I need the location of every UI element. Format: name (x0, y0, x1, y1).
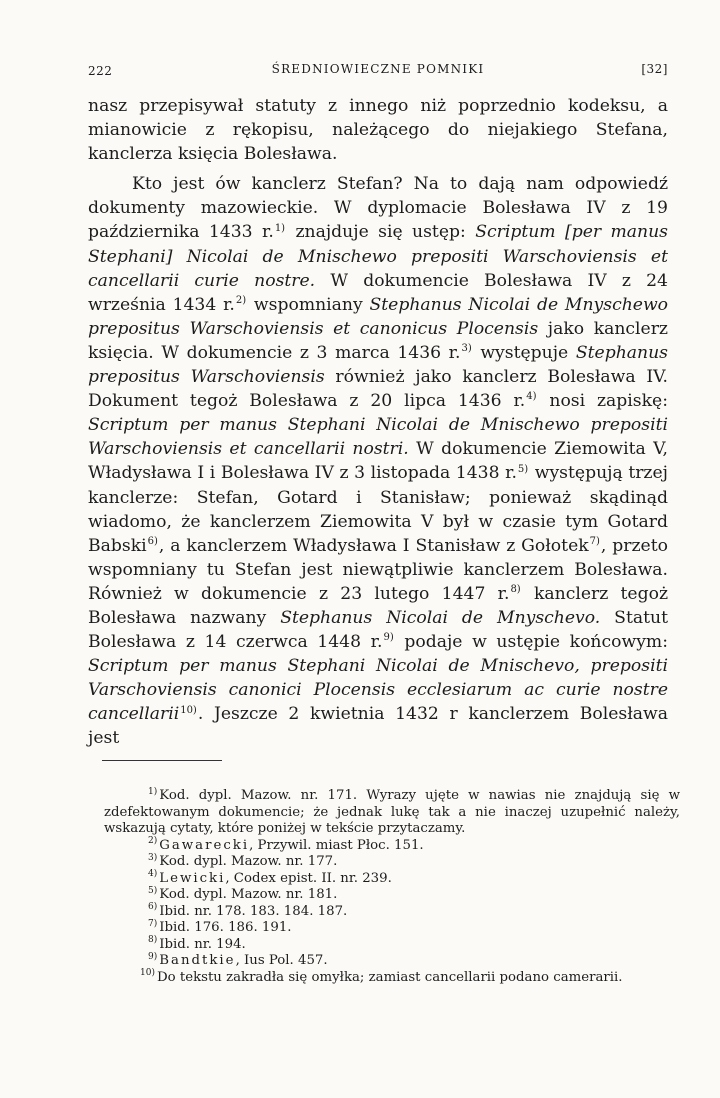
page-header (88, 60, 668, 82)
footnote-marker: 8) (148, 935, 158, 946)
footnote-2 (104, 838, 680, 855)
author-name: Gawarecki (159, 837, 250, 853)
footnote-ref-5: 5) (517, 463, 529, 475)
paragraph-2 (88, 172, 668, 750)
latin-quote-6: Scriptum per manus Stephani Nicolai de Mnischevo, prepositi Varschoviensis canonici Plocensis ecclesiarum ac curie nostre cancellarii (88, 656, 668, 725)
footnote-marker: 4) (148, 869, 158, 880)
latin-quote-5: Stephanus Nicolai de Mnyschevo. (280, 607, 601, 628)
footnote-marker: 10) (140, 968, 155, 979)
footnote-9 (104, 953, 680, 970)
footnote-text: Ibid. nr. 194. (159, 936, 246, 952)
footnote-ref-7: 7) (589, 535, 600, 547)
footnote-8 (104, 937, 680, 954)
footnote-6 (104, 904, 680, 921)
text-run: W dokumencie Ziemowita V, Władysława I i Bolesława IV z 3 listopada 1438 r. (88, 439, 668, 484)
footnote-ref-9: 9) (383, 632, 394, 644)
author-name: Lewicki (159, 870, 226, 886)
text-run: wspomniany (247, 294, 370, 315)
author-name: Bandtkie (159, 953, 236, 968)
footnote-10 (104, 970, 680, 987)
paragraph-1: nasz przepisywał statuty z innego niż poprzednio kodeksu, a mianowicie z rękopisu, należącego do niejakiego Stefana, kanclerza księcia Bolesława. (88, 96, 668, 165)
footnote-7 (104, 920, 680, 937)
footnote-marker: 9) (148, 951, 158, 962)
footnote-marker: 5) (148, 885, 158, 896)
text-run: W dokumencie Bolesława IV z 24 września 1434 r. (88, 270, 668, 315)
footnote-marker: 1) (148, 786, 158, 797)
footnote-ref-10: 10) (180, 704, 197, 716)
text-run: Kto jest ów kanclerz Stefan? Na to dają nam odpowiedź dokumenty mazowieckie. W dyplomacie Bolesława IV z 19 października 1433 r. (88, 174, 668, 243)
footnote-text: , Codex epist. II. nr. 239. (225, 870, 392, 886)
footnote-text: , Przywil. miast Płoc. 151. (249, 837, 424, 853)
footnotes (104, 788, 680, 986)
text-run: występuje (472, 342, 576, 363)
footnote-ref-3: 3) (461, 343, 472, 355)
footnote-marker: 6) (148, 902, 158, 913)
footnote-ref-8: 8) (510, 584, 521, 596)
section-number: [32] (641, 62, 668, 76)
text-run: również jako kanclerz Bolesława IV. Dokument tegoż Bolesława z 20 lipca 1436 r. (88, 367, 668, 412)
running-title: ŚREDNIOWIECZNE POMNIKI (271, 62, 485, 76)
latin-quote-3: Stephanus prepositus Warschoviensis (88, 342, 668, 388)
page-number: 222 (88, 64, 113, 78)
footnote-ref-4: 4) (526, 391, 537, 403)
footnote-text: Kod. dypl. Mazow. nr. 177. (159, 854, 338, 869)
text-run: Statut Bolesława z 14 czerwca 1448 r. (88, 607, 668, 653)
text-run: podaje w ustępie końcowym: (394, 632, 668, 653)
text-run: znajduje się ustęp: (286, 222, 476, 243)
footnote-separator (102, 760, 222, 761)
footnote-marker: 2) (148, 836, 158, 847)
footnote-ref-1: 1) (274, 222, 286, 234)
text-run: , przeto wspomniany tu Stefan jest niewątpliwie kanclerzem Bolesława. Również w dokumencie z 23 lutego 1447 r. (88, 535, 668, 604)
text-run: nosi zapiskę: (537, 391, 668, 412)
footnote-4 (104, 871, 680, 888)
footnote-1 (104, 788, 680, 838)
footnote-text: Ibid. 176. 186. 191. (159, 920, 292, 935)
footnote-marker: 3) (148, 852, 158, 863)
latin-quote-4: Scriptum per manus Stephani Nicolai de Mnischewo prepositi Warschoviensis et cancellarii nostri. (88, 415, 668, 460)
footnote-text: Kod. dypl. Mazow. nr. 171. Wyrazy ujęte w nawias nie znajdują się w zdefektowanym dokumencie; że jednak lukę tak a nie inaczej uzupełnić należy, wskazują cytaty, które poniżej w tekście przytaczamy. (104, 788, 680, 836)
latin-quote-2: Stephanus Nicolai de Mnyschewo prepositus Warschoviensis et canonicus Plocensis (88, 294, 669, 339)
text-run: . Jeszcze 2 kwietnia 1432 r kanclerzem Bolesława jest (88, 704, 668, 749)
footnote-5 (104, 887, 680, 904)
text-run: kanclerz tegoż Bolesława nazwany (88, 583, 668, 628)
footnote-text: Do tekstu zakradła się omyłka; zamiast cancellarii podano camerarii. (156, 969, 623, 985)
footnote-ref-2: 2) (235, 295, 247, 307)
footnote-text: Kod. dypl. Mazow. nr. 181. (159, 887, 338, 902)
footnote-marker: 7) (148, 918, 158, 929)
latin-quote-1: Scriptum [per manus Stephani] Nicolai de Mnischewo prepositi Warschoviensis et cancellarii curie nostre. (88, 222, 668, 291)
text-run: występują trzej kanclerze: Stefan, Gotard i Stanisław; ponieważ skądinąd wiadomo, że kanclerzem Ziemowita V był w czasie tym Gotard Babski (88, 463, 668, 556)
footnote-3 (104, 854, 680, 871)
footnote-text: , Ius Pol. 457. (235, 953, 328, 968)
text-run: , a kanclerzem Władysława I Stanisław z Gołotek (158, 535, 589, 556)
text-run: jako kanclerz księcia. W dokumencie z 3 marca 1436 r. (88, 318, 668, 363)
footnote-ref-6: 6) (147, 535, 158, 547)
main-text (88, 94, 668, 751)
footnote-text: Ibid. nr. 178. 183. 184. 187. (159, 903, 348, 919)
